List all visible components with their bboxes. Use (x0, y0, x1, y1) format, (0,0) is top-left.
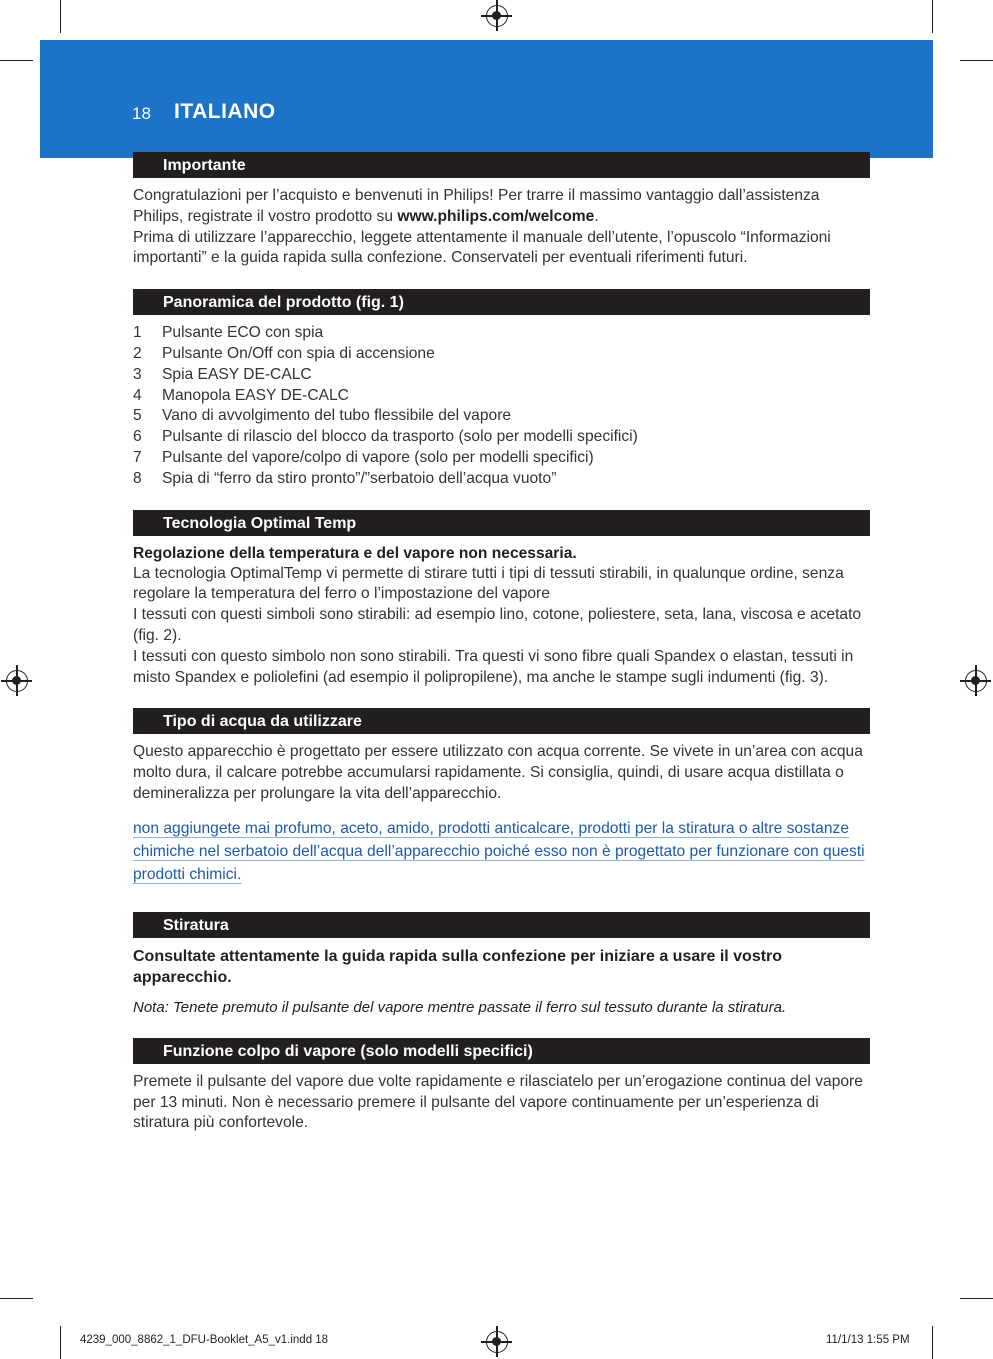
crop-mark (60, 0, 61, 33)
crop-mark (60, 1326, 61, 1359)
product-parts-list (133, 323, 870, 489)
list-item: 2 Pulsante On/Off con spia di accensione (133, 344, 435, 362)
footer-file-info: 4239_000_8862_1_DFU-Booklet_A5_v1.indd 18 (80, 1334, 329, 1346)
registration-mark-icon (6, 670, 28, 692)
list-item: 5 Vano di avvolgimento del tubo flessibile del vapore (133, 407, 512, 425)
crop-mark (0, 1298, 33, 1299)
list-item: 1 Pulsante ECO con spia (133, 324, 324, 342)
section-title-stiratura: Stiratura (133, 912, 870, 938)
welcome-link[interactable]: www.philips.com/welcome (397, 207, 595, 225)
registration-mark-icon (486, 5, 508, 27)
list-item: 8 Spia di “ferro da stiro pronto”/”serbatoio dell’acqua vuoto” (133, 469, 557, 487)
paragraph: Prima di utilizzare l’apparecchio, leggete attentamente il manuale dell’utente, l’opuscolo “Informazioni importanti” e la guida rapida sulla confezione. Conservateli per eventuali riferimenti futuri. (133, 228, 831, 267)
header-band (40, 40, 933, 158)
registration-mark-icon (486, 1331, 508, 1353)
subheading: Consultate attentamente la guida rapida sulla confezione per iniziare a usare il vostro apparecchio. (133, 947, 783, 986)
crop-mark (960, 60, 993, 61)
paragraph: Congratulazioni per l’acquisto e benvenuti in Philips! Per trarre il massimo vantaggio dall’assistenza Philips, registrate il vostro prodotto su www.philips.com/welcome. (133, 187, 820, 225)
list-item: 3 Spia EASY DE-CALC (133, 365, 312, 383)
subheading: Regolazione della temperatura e del vapore non necessaria. (133, 544, 577, 562)
footer-date: 11/1/13 1:55 PM (826, 1334, 910, 1346)
registration-mark-icon (965, 670, 987, 692)
crop-mark (932, 0, 933, 33)
section-title-importante: Importante (133, 152, 870, 178)
list-item: 7 Pulsante del vapore/colpo di vapore (solo per modelli specifici) (133, 448, 594, 466)
page-number: 18 (132, 104, 151, 123)
list-item: 6 Pulsante di rilascio del blocco da trasporto (solo per modelli specifici) (133, 428, 638, 446)
crop-mark (932, 1326, 933, 1359)
note-text: Nota: Tenete premuto il pulsante del vapore mentre passate il ferro sul tessuto durante la stiratura. (133, 998, 787, 1016)
warning-text: non aggiungete mai profumo, aceto, amido, prodotti anticalcare, prodotti per la stiratura o altre sostanze chimiche nel serbatoio dell’acqua dell’apparecchio poiché esso non è progettato per funzionare con questi prodotti chimici. (133, 819, 865, 883)
section-title-tecnologia: Tecnologia Optimal Temp (133, 510, 870, 536)
page-content (133, 152, 870, 1134)
crop-mark (0, 60, 33, 61)
language-heading: ITALIANO (174, 100, 276, 123)
list-item: 4 Manopola EASY DE-CALC (133, 386, 349, 404)
paragraph: La tecnologia OptimalTemp vi permette di stirare tutti i tipi di tessuti stirabili, in qualunque ordine, senza regolare la temperatura del ferro o l’impostazione del vapore (133, 564, 844, 603)
paragraph: Questo apparecchio è progettato per essere utilizzato con acqua corrente. Se vivete in un’area con acqua molto dura, il calcare potrebbe accumularsi rapidamente. Si consiglia, quindi, di usare acqua distillata o demineralizza per prolungare la vita dell’apparecchio. (133, 743, 863, 802)
section-title-panoramica: Panoramica del prodotto (fig. 1) (133, 289, 870, 315)
paragraph: I tessuti con questo simbolo non sono stirabili. Tra questi vi sono fibre quali Spandex o elastan, tessuti in misto Spandex e poliolefini (ad esempio il polipropilene), ma anche le stampe sugli indumenti (fig. 3). (133, 647, 854, 686)
paragraph: Premete il pulsante del vapore due volte rapidamente e rilasciatelo per un’erogazione continua del vapore per 13 minuti. Non è necessario premere il pulsante del vapore continuamente per un’esperienza di stiratura più confortevole. (133, 1072, 863, 1132)
paragraph: I tessuti con questi simboli sono stirabili: ad esempio lino, cotone, poliestere, seta, lana, viscosa e acetato (fig. 2). (133, 606, 862, 644)
section-title-acqua: Tipo di acqua da utilizzare (133, 708, 870, 734)
section-title-colpo: Funzione colpo di vapore (solo modelli specifici) (133, 1038, 870, 1064)
crop-mark (960, 1298, 993, 1299)
